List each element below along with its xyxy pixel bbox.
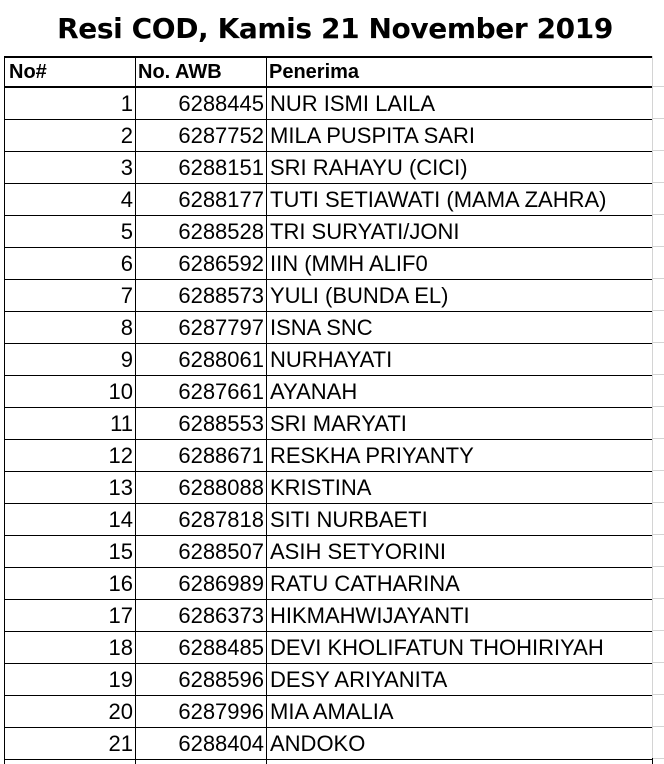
table-row — [5, 216, 653, 248]
cell-recipient[interactable]: NUR ISMI LAILA — [267, 87, 653, 120]
cell-awb[interactable]: 6288596 — [136, 664, 267, 696]
gridline — [652, 630, 664, 631]
table-row — [5, 312, 653, 344]
table-row — [5, 536, 653, 568]
cell-border — [652, 758, 653, 764]
table-row — [5, 728, 653, 760]
cell-no[interactable]: 7 — [5, 280, 136, 312]
cell-awb[interactable]: 6287752 — [136, 120, 267, 152]
cell-no[interactable]: 16 — [5, 568, 136, 600]
sheet-title: Resi COD, Kamis 21 November 2019 — [57, 11, 613, 45]
header-awb[interactable]: No. AWB — [136, 57, 267, 87]
cell-no[interactable]: 2 — [5, 120, 136, 152]
cell-awb[interactable]: 6287996 — [136, 696, 267, 728]
cell-recipient[interactable]: RESKHA PRIYANTY — [267, 440, 653, 472]
header-no[interactable]: No# — [5, 57, 136, 87]
cell-no[interactable]: 21 — [5, 728, 136, 760]
cell-awb[interactable]: 6288445 — [136, 87, 267, 120]
gridline — [652, 182, 664, 183]
gridline — [652, 598, 664, 599]
cell-recipient[interactable]: YULI (BUNDA EL) — [267, 280, 653, 312]
cell-recipient[interactable]: DESY ARIYANITA — [267, 664, 653, 696]
gridline — [652, 662, 664, 663]
gridline — [652, 726, 664, 727]
table-row — [5, 600, 653, 632]
cell-no[interactable]: 10 — [5, 376, 136, 408]
gridline — [652, 406, 664, 407]
cell-no[interactable]: 18 — [5, 632, 136, 664]
cell-no[interactable]: 15 — [5, 536, 136, 568]
cell-border — [135, 758, 136, 764]
table-row — [5, 632, 653, 664]
cell-awb[interactable]: 6288671 — [136, 440, 267, 472]
cell-awb[interactable]: 6288553 — [136, 408, 267, 440]
gridline — [652, 758, 664, 759]
cell-awb[interactable]: 6287661 — [136, 376, 267, 408]
gridline — [652, 86, 664, 87]
gridline — [652, 502, 664, 503]
cell-recipient[interactable]: TUTI SETIAWATI (MAMA ZAHRA) — [267, 184, 653, 216]
gridline — [652, 118, 664, 119]
cell-no[interactable]: 12 — [5, 440, 136, 472]
gridline — [652, 342, 664, 343]
cell-recipient[interactable]: ASIH SETYORINI — [267, 536, 653, 568]
cell-no[interactable]: 11 — [5, 408, 136, 440]
cell-no[interactable]: 9 — [5, 344, 136, 376]
header-recipient[interactable]: Penerima — [267, 57, 653, 87]
cell-recipient[interactable]: MIA AMALIA — [267, 696, 653, 728]
cell-recipient[interactable]: AYANAH — [267, 376, 653, 408]
table-row — [5, 440, 653, 472]
gridline — [652, 694, 664, 695]
cell-border — [266, 758, 267, 764]
cell-recipient[interactable]: MILA PUSPITA SARI — [267, 120, 653, 152]
table-row — [5, 87, 653, 120]
cell-awb[interactable]: 6288485 — [136, 632, 267, 664]
cell-no[interactable]: 20 — [5, 696, 136, 728]
header-row — [5, 57, 653, 87]
cell-no[interactable]: 4 — [5, 184, 136, 216]
table-row — [5, 472, 653, 504]
cell-recipient[interactable]: TRI SURYATI/JONI — [267, 216, 653, 248]
gridline — [652, 214, 664, 215]
cell-awb[interactable]: 6287818 — [136, 504, 267, 536]
gridline — [652, 246, 664, 247]
cell-awb[interactable]: 6288404 — [136, 728, 267, 760]
cell-no[interactable]: 5 — [5, 216, 136, 248]
gridline — [652, 150, 664, 151]
cell-recipient[interactable]: ANDOKO — [267, 728, 653, 760]
table-row — [5, 120, 653, 152]
cell-awb[interactable]: 6288151 — [136, 152, 267, 184]
table-row — [5, 664, 653, 696]
table-row — [5, 248, 653, 280]
cell-no[interactable]: 14 — [5, 504, 136, 536]
cell-awb[interactable]: 6287797 — [136, 312, 267, 344]
cell-awb[interactable]: 6288177 — [136, 184, 267, 216]
cell-recipient[interactable]: SRI MARYATI — [267, 408, 653, 440]
cell-no[interactable]: 19 — [5, 664, 136, 696]
table-row — [5, 184, 653, 216]
table-row — [5, 504, 653, 536]
gridline — [652, 566, 664, 567]
cell-no[interactable]: 1 — [5, 87, 136, 120]
table-row — [5, 568, 653, 600]
cell-awb[interactable]: 6288573 — [136, 280, 267, 312]
cell-recipient[interactable]: DEVI KHOLIFATUN THOHIRIYAH — [267, 632, 653, 664]
table-row — [5, 376, 653, 408]
cell-awb[interactable]: 6288507 — [136, 536, 267, 568]
cell-no[interactable]: 17 — [5, 600, 136, 632]
cell-no[interactable]: 3 — [5, 152, 136, 184]
cell-awb[interactable]: 6288088 — [136, 472, 267, 504]
cell-no[interactable]: 6 — [5, 248, 136, 280]
cell-awb[interactable]: 6286373 — [136, 600, 267, 632]
cell-recipient[interactable]: RATU CATHARINA — [267, 568, 653, 600]
cell-no[interactable]: 13 — [5, 472, 136, 504]
next-row-edge — [4, 758, 653, 764]
cell-awb[interactable]: 6288061 — [136, 344, 267, 376]
table-row — [5, 152, 653, 184]
table-row — [5, 408, 653, 440]
table-row — [5, 344, 653, 376]
cell-awb[interactable]: 6288528 — [136, 216, 267, 248]
cell-recipient[interactable]: SRI RAHAYU (CICI) — [267, 152, 653, 184]
awb-table — [4, 56, 653, 760]
cell-recipient[interactable]: IIN (MMH ALIF0 — [267, 248, 653, 280]
cell-recipient[interactable]: ISNA SNC — [267, 312, 653, 344]
cell-recipient[interactable]: NURHAYATI — [267, 344, 653, 376]
cell-no[interactable]: 8 — [5, 312, 136, 344]
cell-recipient[interactable]: KRISTINA — [267, 472, 653, 504]
gridline — [652, 278, 664, 279]
table-row — [5, 696, 653, 728]
gridline — [652, 470, 664, 471]
gridline — [652, 310, 664, 311]
table-row — [5, 280, 653, 312]
gridline — [652, 438, 664, 439]
gridline — [652, 534, 664, 535]
cell-recipient[interactable]: HIKMAHWIJAYANTI — [267, 600, 653, 632]
cell-awb[interactable]: 6286989 — [136, 568, 267, 600]
cell-recipient[interactable]: SITI NURBAETI — [267, 504, 653, 536]
cell-awb[interactable]: 6286592 — [136, 248, 267, 280]
gridline — [652, 374, 664, 375]
